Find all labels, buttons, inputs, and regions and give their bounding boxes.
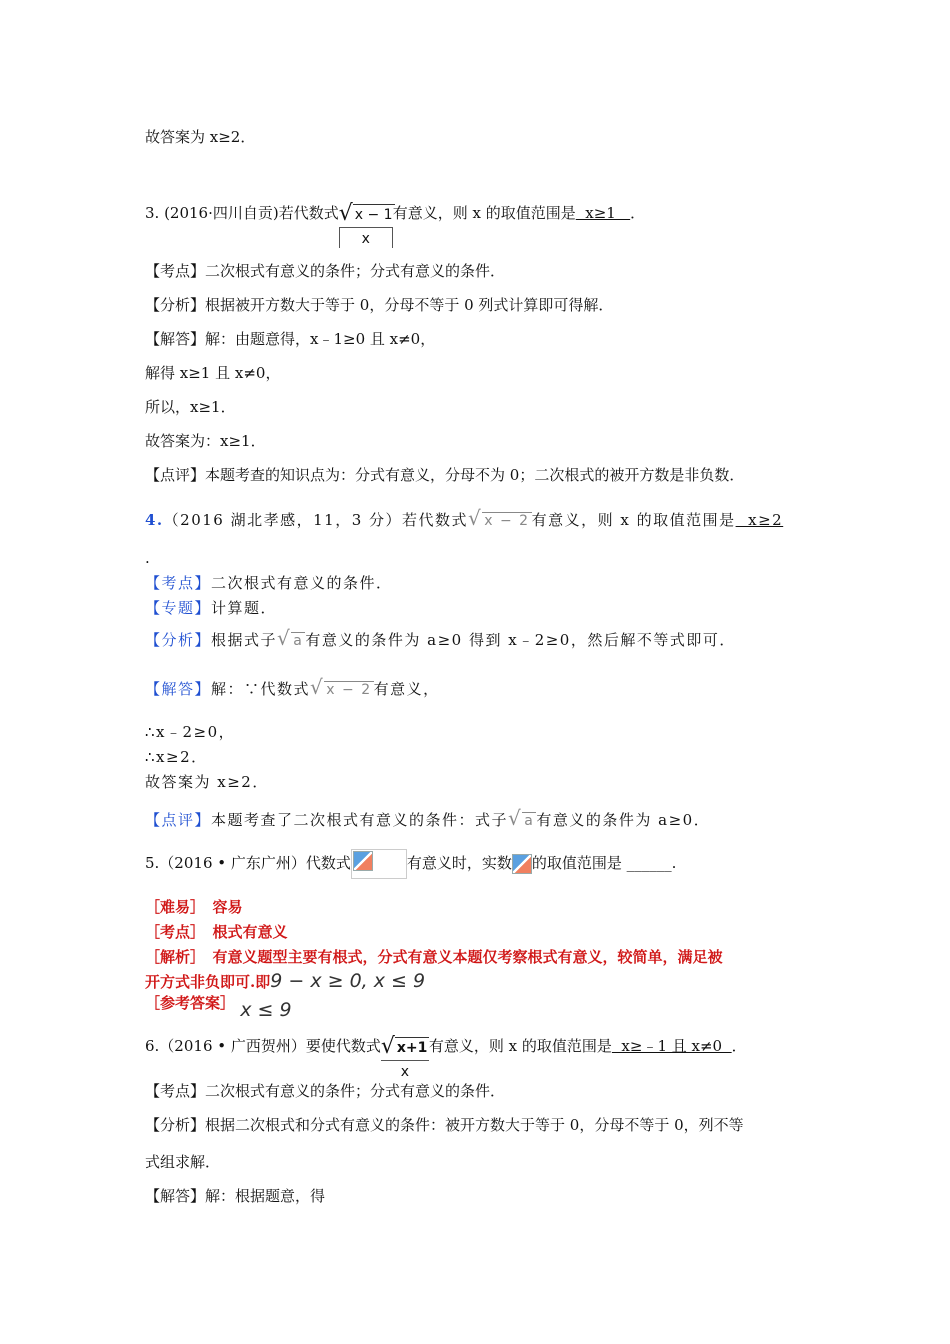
- q4-zhuanti: 【专题】计算题．: [145, 599, 278, 617]
- sqrt-symbol: √: [380, 1034, 395, 1059]
- q6-denominator: x: [400, 1064, 410, 1080]
- q4-fenxi: 【分析】根据式子√ a 有意义的条件为 a≥0 得到 x﹣2≥0，然后解不等式即可．: [145, 626, 736, 650]
- broken-image-icon: [512, 854, 532, 874]
- q3-answer: x≥1: [575, 204, 631, 222]
- question-6: 6.（2016 • 广西贺州）要使代数式 √ x+1 x 有意义，则 x 的取值范围是 x≥﹣1 且 x≠0 ．: [145, 1034, 747, 1080]
- q3-step-3: 故答案为：x≥1．: [145, 432, 266, 450]
- q4-step-2: ∴x≥2．: [145, 748, 208, 766]
- jieda-tag: 【解答】: [145, 680, 212, 698]
- sqrt-symbol: √: [338, 201, 353, 226]
- q3-middle: 有意义，则 x 的取值范围是: [392, 204, 576, 222]
- q5-nandu: ［难易］ 容易: [145, 898, 243, 916]
- question-4: [145, 508, 783, 531]
- fraction-bar: [381, 1060, 429, 1061]
- q5-kaodian: ［考点］ 根式有意义: [145, 923, 288, 941]
- fraction-bar: [339, 227, 393, 228]
- q3-kaodian: 【考点】二次根式有意义的条件；分式有意义的条件．: [145, 262, 506, 280]
- q4-sqrt-formula: √ x − 2: [468, 506, 530, 530]
- q5-jiexi-math: 9 − x ≥ 0, x ≤ 9: [270, 970, 426, 992]
- q4-step-1: ∴x﹣2≥0，: [145, 723, 236, 741]
- q4-dianping: 【点评】本题考查了二次根式有意义的条件：式子√ a 有意义的条件为 a≥0．: [145, 806, 711, 830]
- q4-kaodian: 【考点】二次根式有意义的条件．: [145, 574, 393, 592]
- q6-kaodian: 【考点】二次根式有意义的条件；分式有意义的条件．: [145, 1082, 506, 1100]
- question-5: 5.（2016 • 广东广州）代数式 有意义时，实数 的取值范围是 ______.: [145, 849, 676, 879]
- q6-fenxi-line2: 式组求解．: [145, 1153, 221, 1171]
- sqrt-a-formula-2: √ a: [508, 806, 535, 830]
- q3-dianping: 【点评】本题考查的知识点为：分式有意义，分母不为 0；二次根式的被开方数是非负数．: [145, 466, 745, 484]
- dianping-tag: 【点评】: [145, 811, 212, 829]
- q4-middle: 有意义，则 x 的取值范围是: [531, 511, 736, 529]
- q4-step-3: 故答案为 x≥2．: [145, 773, 269, 791]
- sqrt-a-formula: √ a: [277, 626, 304, 650]
- q4-answer: x≥2: [735, 511, 784, 529]
- q5-cankao: ［参考答案］ x ≤ 9: [145, 994, 292, 1021]
- q6-fenxi-line1: 【分析】根据二次根式和分式有意义的条件：被开方数大于等于 0，分母不等于 0，列不等: [145, 1116, 744, 1134]
- q3-fraction-formula: [339, 202, 393, 248]
- q3-prefix: 3. (2016·四川自贡)若代数式: [145, 204, 339, 222]
- q4-prefix: （2016 湖北孝感，11，3 分）若代数式: [163, 511, 469, 529]
- q3-fenxi: 【分析】根据被开方数大于等于 0，分母不等于 0 列式计算即可得解．: [145, 296, 614, 314]
- q3-numerator: x − 1: [353, 204, 395, 225]
- q6-jieda: 【解答】解：根据题意，得: [145, 1187, 326, 1205]
- q5-jiexi-line1: ［解析］ 有意义题型主要有根式，分式有意义本题仅考察根式有意义，较简单，满足被: [145, 948, 723, 966]
- zhuanti-tag: 【专题】: [145, 599, 212, 617]
- q6-answer: x≥﹣1 且 x≠0: [611, 1037, 732, 1055]
- q3-step-2: 所以，x≥1．: [145, 398, 236, 416]
- q3-step-1: 解得 x≥1 且 x≠0，: [145, 364, 281, 382]
- q5-jiexi-line2: 开方式非负即可.即9 − x ≥ 0, x ≤ 9: [145, 970, 426, 992]
- q3-denominator: x: [361, 231, 370, 247]
- broken-image-icon: [353, 851, 373, 871]
- q4-dot: .: [145, 549, 150, 567]
- q4-jieda: 【解答】解：∵代数式√ x − 2 有意义，: [145, 675, 440, 699]
- q3-end: ．: [630, 204, 646, 222]
- q5-cankao-math: x ≤ 9: [240, 999, 292, 1021]
- q6-fraction-formula: [381, 1035, 429, 1081]
- question-3: [145, 202, 645, 248]
- answer-line: 故答案为 x≥2．: [145, 128, 256, 146]
- broken-formula-image: [351, 849, 407, 879]
- q6-numerator: x+1: [395, 1037, 430, 1058]
- fenxi-tag: 【分析】: [145, 631, 212, 649]
- q3-jieda: 【解答】解：由题意得，x﹣1≥0 且 x≠0，: [145, 330, 436, 348]
- q4-number: 4.: [145, 511, 164, 529]
- kaodian-tag: 【考点】: [145, 574, 212, 592]
- sqrt-x-2-formula: √ x − 2: [310, 675, 372, 699]
